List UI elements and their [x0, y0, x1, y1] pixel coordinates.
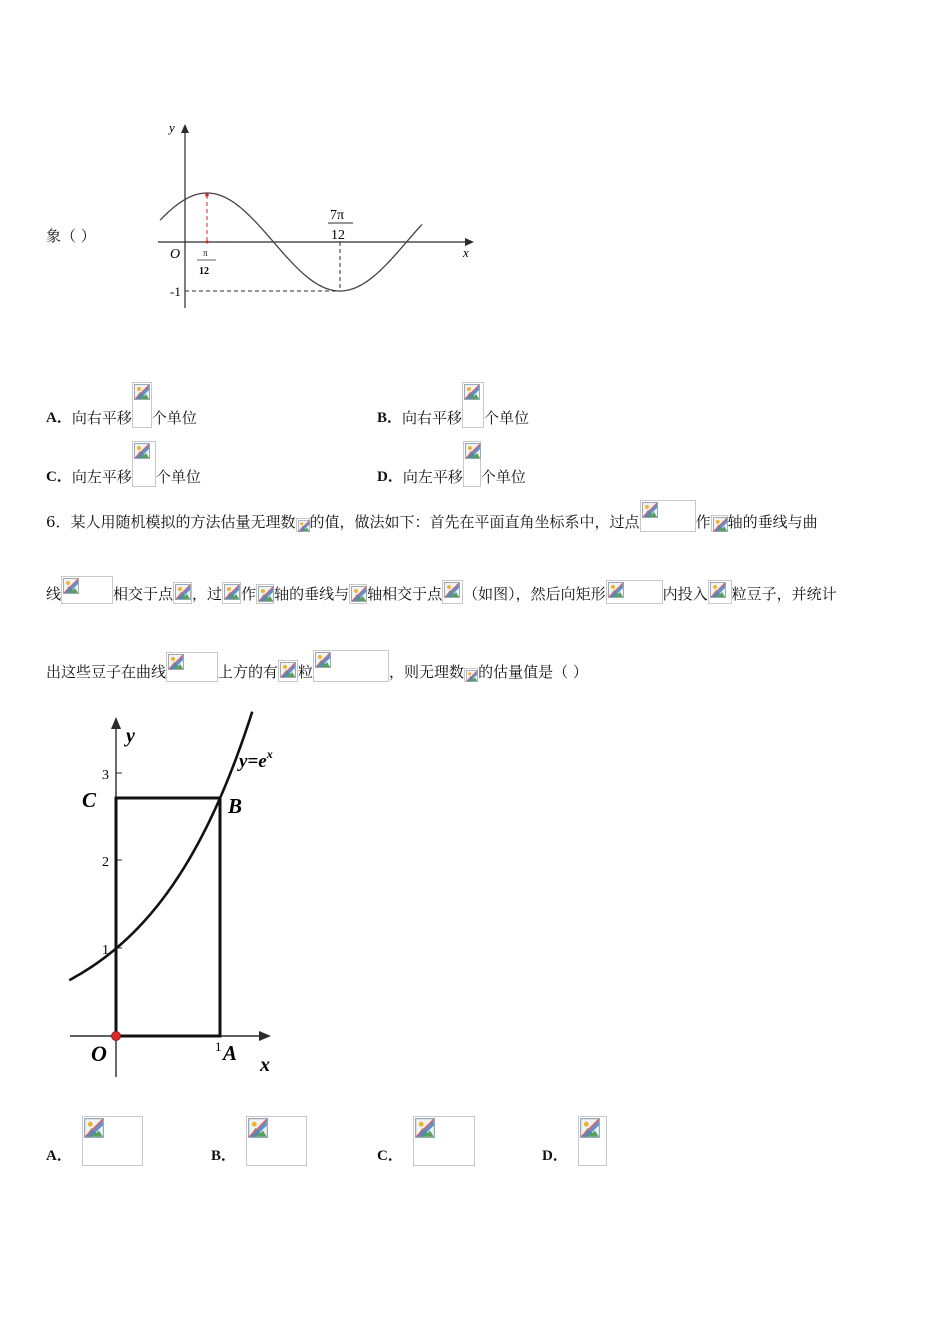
broken-image-icon	[464, 668, 478, 682]
q6-exp-graph	[60, 705, 310, 1090]
point-c-label: C	[82, 788, 97, 812]
tick-label-2: 2	[102, 855, 109, 870]
x-axis-arrow	[259, 1031, 271, 1041]
broken-image-icon	[463, 441, 481, 487]
broken-image-icon	[442, 580, 463, 604]
q5-stem-tail: 象（ ）	[46, 227, 96, 245]
broken-image-icon	[578, 1116, 607, 1166]
q6-stem-line-2: 线 相交于点 ，过 作 轴的垂线与 轴相交于点 （如图），然后向矩形 内投入 粒豆子，并统计	[46, 576, 837, 604]
y-axis-arrow	[111, 717, 121, 729]
broken-image-icon	[296, 518, 310, 532]
min-label: -1	[170, 284, 181, 299]
q5-option-d[interactable]: D． 向左平移 个单位	[377, 441, 526, 487]
q6-option-a[interactable]: A．	[46, 1116, 143, 1166]
q6-stem-line-1: 6．某人用随机模拟的方法估量无理数 的值，做法如下：首先在平面直角坐标系中，过点 作 轴的垂线与曲	[46, 500, 818, 532]
tick-label-1: 1	[102, 943, 109, 958]
q6-option-b[interactable]: B．	[211, 1116, 307, 1166]
y-axis-arrow	[181, 124, 189, 133]
peak-numerator: 7π	[330, 208, 345, 223]
origin-label: O	[170, 247, 181, 262]
broken-image-icon	[132, 382, 152, 428]
origin-label: O	[91, 1041, 107, 1066]
y-axis-label: y	[126, 725, 135, 747]
point-a-label: A	[223, 1041, 238, 1065]
broken-image-icon	[256, 584, 274, 604]
curve-label: $y=e^x$	[239, 747, 273, 772]
point-b-label: B	[228, 794, 243, 818]
broken-image-icon	[166, 652, 218, 682]
q5-sine-graph	[150, 115, 485, 315]
broken-image-icon	[222, 582, 241, 604]
exp-curve	[69, 712, 252, 980]
x-axis-label: x	[463, 245, 469, 260]
tick-pi: π	[203, 248, 208, 258]
pi12-marker	[206, 241, 209, 244]
broken-image-icon	[132, 441, 156, 487]
q6-option-d[interactable]: D．	[542, 1116, 607, 1166]
broken-image-icon	[708, 580, 732, 604]
q5-option-c[interactable]: C． 向左平移 个单位	[46, 441, 201, 487]
tick-label-x1: 1	[215, 1039, 222, 1054]
broken-image-icon	[349, 584, 367, 604]
tick-label-3: 3	[102, 768, 109, 783]
peak-marker	[205, 193, 209, 197]
y-axis-label: y	[169, 120, 175, 135]
broken-image-icon	[413, 1116, 475, 1166]
broken-image-icon	[313, 650, 389, 682]
broken-image-icon	[278, 660, 298, 682]
broken-image-icon	[640, 500, 696, 532]
peak-denominator: 12	[331, 228, 345, 243]
broken-image-icon	[61, 576, 113, 604]
broken-image-icon	[606, 580, 663, 604]
q5-option-a[interactable]: A． 向右平移 个单位	[46, 382, 197, 428]
broken-image-icon	[246, 1116, 307, 1166]
broken-image-icon	[82, 1116, 143, 1166]
broken-image-icon	[462, 382, 484, 428]
q5-option-b[interactable]: B． 向右平移 个单位	[377, 382, 529, 428]
broken-image-icon	[173, 582, 192, 604]
tick-12: 12	[199, 266, 209, 277]
broken-image-icon	[711, 515, 728, 532]
q6-stem-line-3: 出这些豆子在曲线 上方的有 粒 ，则无理数 的估量值是（ ）	[46, 650, 588, 682]
origin-point	[112, 1032, 121, 1041]
x-axis-label: x	[260, 1054, 270, 1076]
q6-option-c[interactable]: C．	[377, 1116, 475, 1166]
